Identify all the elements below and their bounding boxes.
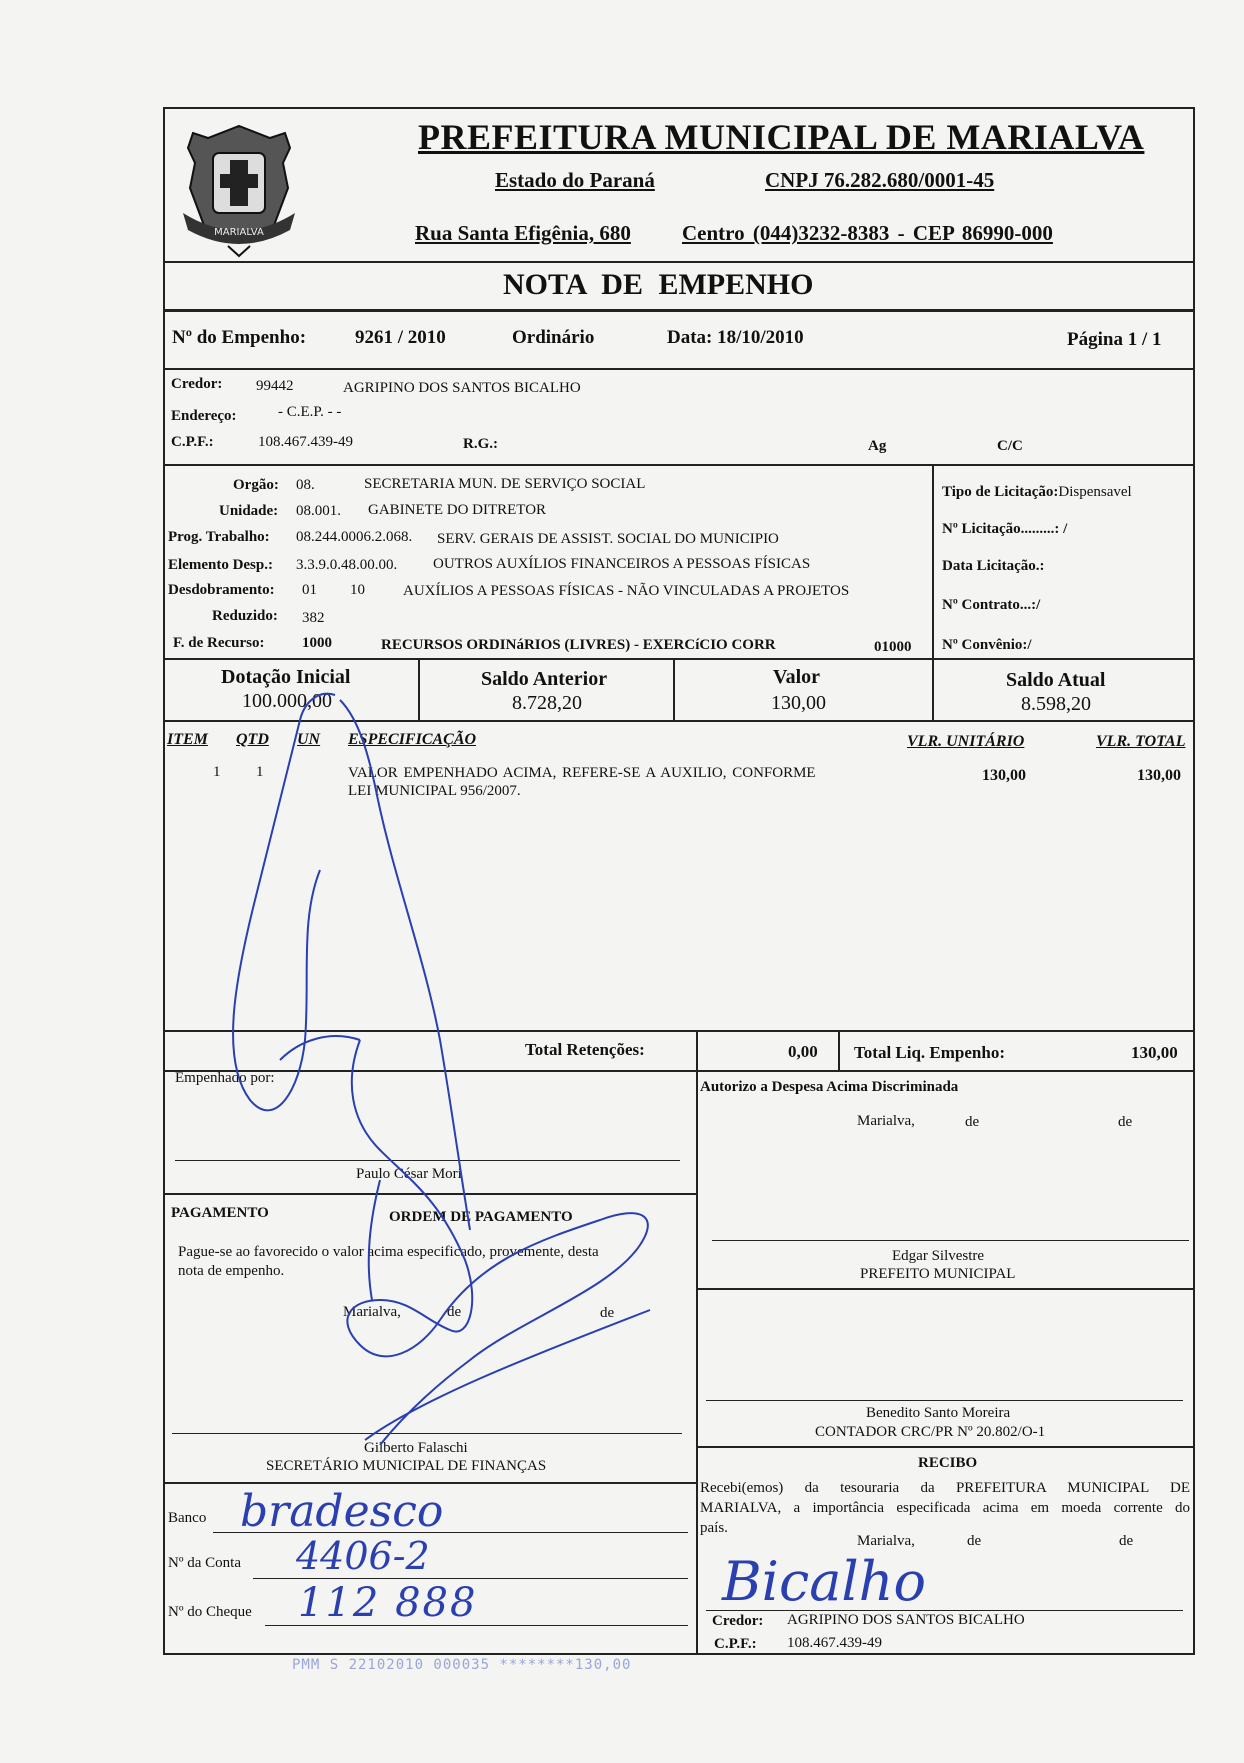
header-contact: Centro (044)3232-8383 - CEP 86990-000: [682, 221, 1053, 245]
prog-code: 08.244.0006.2.068.: [296, 529, 413, 545]
signature-line: [706, 1610, 1183, 1611]
recibo-place: Marialva,: [857, 1533, 915, 1549]
conta-handwriting: 4406-2: [296, 1534, 430, 1578]
signature-line: [706, 1400, 1183, 1401]
divider: [673, 658, 675, 720]
ag-label: Ag: [868, 438, 887, 454]
divider: [163, 1482, 696, 1484]
col-item: ITEM: [167, 731, 208, 748]
unidade-code: 08.001.: [296, 503, 341, 519]
desdob-code1: 01: [302, 582, 317, 598]
empenho-type: Ordinário: [512, 327, 595, 348]
banco-label: Banco: [168, 1510, 207, 1526]
divider: [932, 658, 934, 720]
autorizo-place: Marialva,: [857, 1113, 915, 1129]
pagamento-role: SECRETÁRIO MUNICIPAL DE FINANÇAS: [266, 1458, 547, 1474]
divider: [163, 261, 1195, 263]
contador-role: CONTADOR CRC/PR Nº 20.802/O-1: [815, 1424, 1046, 1440]
recibo-de2: de: [1119, 1533, 1134, 1549]
cpf-label: C.P.F.:: [171, 434, 214, 450]
divider: [163, 368, 1195, 370]
recibo-label: RECIBO: [918, 1455, 978, 1471]
elemento-code: 3.3.9.0.48.00.00.: [296, 557, 398, 573]
orgao-code: 08.: [296, 477, 315, 493]
header-address: Rua Santa Efigênia, 680: [415, 221, 631, 245]
item-total-value: 130,00: [1137, 767, 1181, 784]
cheque-label: Nº do Cheque: [168, 1604, 252, 1620]
empenho-date: Data: 18/10/2010: [667, 327, 804, 348]
empenhado-label: Empenhado por:: [175, 1070, 275, 1086]
seal-icon: [168, 118, 310, 260]
cheque-handwriting: 112 888: [298, 1580, 478, 1626]
empenho-label: Nº do Empenho:: [172, 327, 307, 348]
item-desc-line1: VALOR EMPENHADO ACIMA, REFERE-SE A AUXILIO, CONFORME: [348, 765, 816, 781]
contrato-numero: Nº Contrato...:/: [942, 597, 1041, 613]
licitacao-data: Data Licitação.:: [942, 558, 1045, 574]
bank-stamp: PMM S 22102010 000035 ********130,00: [292, 1657, 632, 1673]
recibo-credor-name: AGRIPINO DOS SANTOS BICALHO: [787, 1612, 1025, 1628]
licitacao-tipo: [942, 484, 1132, 501]
divider: [163, 1193, 696, 1195]
atual-value: 8.598,20: [1021, 693, 1091, 715]
retencoes-label: Total Retenções:: [525, 1040, 645, 1059]
dotacao-label: Dotação Inicial: [221, 666, 351, 688]
pagamento-name: Gilberto Falaschi: [364, 1440, 468, 1456]
licitacao-tipo-label: Tipo de Licitação:: [942, 484, 1059, 500]
cc-label: C/C: [997, 438, 1023, 454]
signature-line: [175, 1160, 680, 1161]
item-qtd: 1: [256, 764, 264, 780]
atual-label: Saldo Atual: [1006, 669, 1106, 691]
orgao-name: SECRETARIA MUN. DE SERVIÇO SOCIAL: [364, 476, 646, 492]
header-cnpj: CNPJ 76.282.680/0001-45: [765, 168, 995, 192]
divider: [163, 720, 1195, 722]
elemento-label: Elemento Desp.:: [168, 557, 273, 573]
licitacao-tipo-value: Dispensavel: [1058, 484, 1132, 500]
banco-field-line: [213, 1532, 688, 1533]
recibo-text1: Recebi(emos) da tesouraria da PREFEITURA MUNICIPAL DE: [700, 1480, 1190, 1496]
pagamento-place: Marialva,: [343, 1304, 401, 1320]
pagamento-de2: de: [600, 1305, 615, 1321]
divider: [163, 464, 1195, 466]
cpf-value: 108.467.439-49: [258, 434, 353, 450]
divider: [163, 309, 1195, 312]
valor-label: Valor: [773, 666, 821, 688]
cheque-field-line: [265, 1625, 688, 1626]
pagamento-text1: Pague-se ao favorecido o valor acima especificado, provemente, desta: [178, 1244, 599, 1260]
autorizo-de2: de: [1118, 1114, 1133, 1130]
empenho-number: 9261 / 2010: [355, 327, 446, 348]
prog-name: SERV. GERAIS DE ASSIST. SOCIAL DO MUNICIPIO: [437, 531, 779, 547]
endereco-label: Endereço:: [171, 408, 237, 424]
ordem-label: ORDEM DE PAGAMENTO: [389, 1209, 573, 1225]
valor-value: 130,00: [771, 692, 826, 714]
liquido-value: 130,00: [1131, 1043, 1178, 1062]
divider: [696, 1288, 1195, 1290]
signature-line: [712, 1240, 1189, 1241]
autorizo-name: Edgar Silvestre: [892, 1248, 985, 1264]
reduzido-label: Reduzido:: [212, 608, 278, 624]
autorizo-label: Autorizo a Despesa Acima Discriminada: [700, 1079, 959, 1095]
unidade-label: Unidade:: [219, 503, 279, 519]
item-number: 1: [213, 764, 221, 780]
elemento-name: OUTROS AUXÍLIOS FINANCEIROS A PESSOAS FÍSICAS: [433, 556, 811, 572]
recibo-cpf-value: 108.467.439-49: [787, 1635, 882, 1651]
recibo-de1: de: [967, 1533, 982, 1549]
col-especificacao: ESPECIFICAÇÃO: [348, 731, 477, 748]
desdob-code2: 10: [350, 582, 365, 598]
recibo-text3: país.: [700, 1520, 728, 1536]
credor-signature: Bicalho: [722, 1550, 926, 1613]
credor-name: AGRIPINO DOS SANTOS BICALHO: [343, 380, 581, 396]
item-desc-line2: LEI MUNICIPAL 956/2007.: [348, 783, 521, 799]
municipal-seal: [168, 118, 310, 260]
retencoes-value: 0,00: [788, 1042, 818, 1061]
pagamento-text2: nota de empenho.: [178, 1263, 285, 1279]
endereco-value: - C.E.P. - -: [278, 404, 342, 420]
reduzido-value: 382: [302, 610, 325, 626]
recibo-cpf-label: C.P.F.:: [714, 1636, 757, 1652]
divider: [932, 464, 934, 658]
anterior-label: Saldo Anterior: [481, 668, 608, 690]
dotacao-value: 100.000,00: [242, 690, 332, 712]
item-unit-value: 130,00: [982, 767, 1026, 784]
convenio-numero: Nº Convênio:/: [942, 637, 1032, 653]
col-unitario: VLR. UNITÁRIO: [907, 733, 1025, 750]
empenhado-name: Paulo César Mori: [356, 1166, 462, 1182]
divider: [696, 1070, 698, 1655]
rg-label: R.G.:: [463, 436, 498, 452]
divider: [163, 658, 1195, 660]
banco-handwriting: bradesco: [240, 1486, 444, 1537]
recibo-text2: MARIALVA, a importância especificada acima em moeda corrente do: [700, 1500, 1190, 1516]
col-total: VLR. TOTAL: [1096, 733, 1186, 750]
desdob-label: Desdobramento:: [168, 582, 275, 598]
recibo-credor-label: Credor:: [712, 1613, 764, 1629]
col-un: UN: [297, 731, 321, 748]
autorizo-role: PREFEITO MUNICIPAL: [860, 1266, 1016, 1282]
recurso-ref: 01000: [874, 639, 912, 655]
divider: [838, 1030, 840, 1070]
orgao-label: Orgão:: [233, 477, 279, 493]
credor-label: Credor:: [171, 376, 223, 392]
divider: [163, 1070, 1195, 1072]
prog-label: Prog. Trabalho:: [168, 529, 270, 545]
pagamento-de1: de: [447, 1304, 462, 1320]
divider: [163, 1030, 1195, 1032]
recurso-label: F. de Recurso:: [173, 635, 265, 651]
seal-text: MARIALVA: [214, 227, 264, 238]
header-title: PREFEITURA MUNICIPAL DE MARIALVA: [418, 117, 1145, 157]
unidade-name: GABINETE DO DITRETOR: [368, 502, 547, 518]
desdob-name: AUXÍLIOS A PESSOAS FÍSICAS - NÃO VINCULADAS A PROJETOS: [403, 583, 850, 599]
conta-field-line: [253, 1578, 688, 1579]
contador-name: Benedito Santo Moreira: [866, 1405, 1011, 1421]
signature-line: [172, 1433, 682, 1434]
pagamento-label: PAGAMENTO: [171, 1205, 269, 1221]
recurso-code: 1000: [302, 635, 332, 651]
credor-code: 99442: [256, 378, 294, 394]
anterior-value: 8.728,20: [512, 692, 582, 714]
divider: [696, 1446, 1195, 1448]
document-title: NOTA DE EMPENHO: [503, 268, 814, 301]
licitacao-numero: Nº Licitação.........: /: [942, 521, 1068, 537]
divider: [418, 658, 420, 720]
header-state: Estado do Paraná: [495, 168, 655, 192]
liquido-label: Total Liq. Empenho:: [854, 1043, 1005, 1062]
col-qtd: QTD: [236, 731, 269, 748]
page-indicator: Página 1 / 1: [1067, 329, 1162, 350]
recurso-name: RECURSOS ORDINáRIOS (LIVRES) - EXERCíCIO CORR: [381, 637, 776, 653]
divider: [696, 1030, 698, 1070]
autorizo-de1: de: [965, 1114, 980, 1130]
conta-label: Nº da Conta: [168, 1555, 241, 1571]
